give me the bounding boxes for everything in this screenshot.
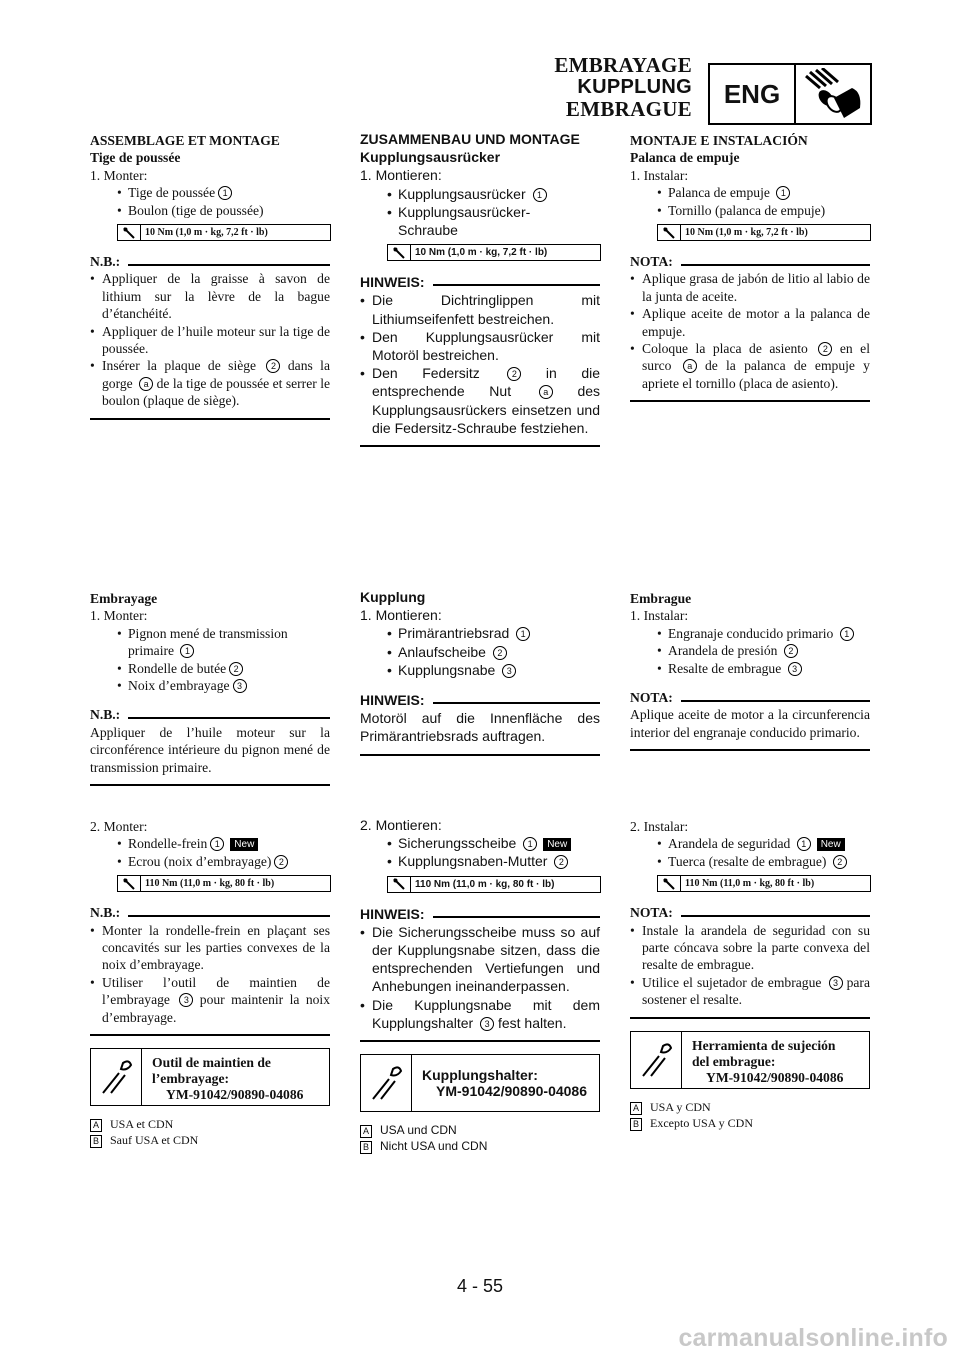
- es-bullet: • Tornillo (palanca de empuje): [630, 202, 870, 219]
- wrench-icon: [658, 225, 681, 240]
- fr-assembly-section: [90, 132, 330, 420]
- section-titles: [554, 54, 692, 120]
- fr-bullet: • Rondelle-frein 1 New: [90, 835, 330, 852]
- de-subtitle: Kupplungsausrücker: [360, 149, 501, 166]
- es-bullet: • Arandela de seguridad 1 New: [630, 835, 870, 852]
- fr-note-item: • Utiliser l’outil de maintien de l’embrayage 3 pour maintenir la noix d’embrayage.: [90, 974, 330, 1026]
- region-legend: A USA et CDN B Sauf USA et CDN: [90, 1116, 330, 1148]
- de-bullet: • Anlaufscheibe 2: [360, 643, 600, 661]
- divider: [630, 1017, 870, 1019]
- es-note-heading: NOTA:: [630, 904, 870, 921]
- es-clutch-section: [630, 590, 870, 751]
- fr-subtitle: Tige de poussée: [90, 150, 181, 166]
- de-clutch-section: [360, 588, 600, 756]
- eng-label: ENG: [710, 65, 796, 123]
- de-section-title: ZUSAMMENBAU UND MONTAGE: [360, 131, 580, 147]
- de-note-item: • Den Kupplungsausrücker mit Motoröl bestreichen.: [360, 328, 600, 364]
- es-bullet: • Arandela de presión 2: [630, 642, 870, 659]
- fr-note-heading: N.B.:: [90, 904, 330, 921]
- fr-note-heading: N.B.:: [90, 706, 330, 723]
- fr-note-item: • Appliquer de l’huile moteur sur la tige de poussée.: [90, 323, 330, 358]
- divider: [90, 784, 330, 786]
- wrench-icon: [118, 225, 141, 240]
- new-badge: New: [817, 838, 845, 851]
- divider: [90, 1034, 330, 1036]
- fr-step-1: 1. Monter:: [90, 167, 148, 183]
- fr-note-text: Appliquer de l’huile moteur sur la circonférence intérieure du pignon mené de transmission primaire.: [90, 724, 330, 775]
- fr-step2-section: [90, 818, 330, 1148]
- de-section-title: Kupplung: [360, 589, 426, 605]
- fr-bullet: • Pignon mené de transmission primaire 1: [90, 625, 330, 660]
- es-torque-spec: 110 Nm (11,0 m · kg, 80 ft · lb): [657, 875, 871, 892]
- watermark: carmanualsonline.info: [678, 1324, 948, 1352]
- fr-note-heading: N.B.:: [90, 253, 330, 270]
- title-spanish: EMBRAGUE: [565, 97, 692, 121]
- de-note-item: • Den Federsitz 2 in die entsprechende Nut a des Kupplungsausrückers einsetzen und die Federsitz-Schraube festziehen.: [360, 364, 600, 437]
- de-bullet: • Sicherungsscheibe 1 New: [360, 834, 600, 852]
- de-note-text: Motoröl auf die Innenfläche des Primärantriebsrads auftragen.: [360, 710, 600, 745]
- es-step2-section: [630, 818, 870, 1131]
- wrench-icon: [388, 245, 411, 260]
- es-step-1: 1. Instalar:: [630, 608, 689, 624]
- de-step-1: 1. Montieren:: [360, 167, 442, 184]
- region-legend: A USA und CDN B Nicht USA und CDN: [360, 1122, 600, 1154]
- es-note-item: • Utilice el sujetador de embrague 3 para sostener el resalte.: [630, 974, 870, 1009]
- es-note-item: • Aplique grasa de jabón de litio al labio de la junta de aceite.: [630, 270, 870, 305]
- divider: [630, 749, 870, 751]
- es-note-item: • Coloque la placa de asiento 2 en el surco a de la palanca de empuje y apriete el tornillo (placa de asiento).: [630, 340, 870, 392]
- de-assembly-section: ZUSAMMENBAU UND MONTAGE Kupplungsausrücker 1. Montieren: • Kupplungsausrücker 1 • Kupplungsausrücker- Schraube 10 Nm (1,0 m · kg, 7,2 ft · lb) HINWEIS: • Die Dichtringlippen mit Lithiumseifenfett bestreichen. • Den Kupplungsausrücker mit Motoröl bestreichen. • Den Federsitz 2 in die entsprechende Nut a des Kupplungsausrückers einsetzen und die Federsitz-Schraube festziehen.: [360, 130, 600, 447]
- wrench-icon: [658, 876, 681, 891]
- divider: [90, 418, 330, 420]
- eng-badge: [708, 63, 872, 125]
- tool-icon: [91, 1049, 142, 1105]
- de-step2-section: [360, 816, 600, 1154]
- es-section-title: Embrague: [630, 591, 692, 606]
- es-bullet: • Tuerca (resalte de embrague) 2: [630, 853, 870, 870]
- es-special-tool: Herramienta de sujeción del embrague: YM-91042/90890-04086: [630, 1031, 870, 1089]
- es-bullet: • Palanca de empuje 1: [630, 184, 870, 201]
- es-step-2: 2. Instalar:: [630, 819, 689, 834]
- divider: [360, 445, 600, 447]
- es-note-heading: NOTA:: [630, 253, 870, 270]
- es-subtitle: Palanca de empuje: [630, 150, 740, 166]
- divider: [630, 400, 870, 402]
- es-torque-spec: 10 Nm (1,0 m · kg, 7,2 ft · lb): [657, 224, 871, 241]
- es-note-item: • Aplique aceite de motor a la palanca de empuje.: [630, 305, 870, 340]
- title-german: KUPPLUNG: [577, 76, 692, 98]
- fr-section-title: Embrayage: [90, 591, 158, 606]
- fr-bullet: • Ecrou (noix d’embrayage) 2: [90, 853, 330, 870]
- de-note-item: • Die Kupplungsnabe mit dem Kupplungshalter 3 fest halten.: [360, 996, 600, 1032]
- de-note-item: • Die Dichtringlippen mit Lithiumseifenfett bestreichen.: [360, 291, 600, 327]
- divider: [360, 1040, 600, 1042]
- de-note-heading: HINWEIS:: [360, 691, 600, 709]
- fr-torque-spec: 110 Nm (11,0 m · kg, 80 ft · lb): [117, 875, 331, 892]
- de-bullet: • Kupplungsausrücker 1: [360, 185, 600, 203]
- es-bullet: • Resalte de embrague 3: [630, 660, 870, 677]
- fr-bullet: • Rondelle de butée 2: [90, 660, 330, 677]
- fr-note-item: • Appliquer de la graisse à savon de lithium sur la lèvre de la bague d’étanchéité.: [90, 270, 330, 322]
- fr-special-tool: Outil de maintien de l’embrayage: YM-91042/90890-04086: [90, 1048, 330, 1106]
- es-note-text: Aplique aceite de motor a la circunferencia interior del engranaje conducido primario.: [630, 707, 870, 740]
- fr-torque-spec: 10 Nm (1,0 m · kg, 7,2 ft · lb): [117, 224, 331, 241]
- wrench-icon: [118, 876, 141, 891]
- new-badge: New: [543, 838, 571, 851]
- new-badge: New: [230, 838, 258, 851]
- de-special-tool: Kupplungshalter: YM-91042/90890-04086: [360, 1054, 600, 1112]
- tool-icon: [631, 1032, 682, 1088]
- de-step-1: 1. Montieren:: [360, 607, 442, 624]
- fr-step-2: 2. Monter:: [90, 819, 148, 834]
- de-note-heading: HINWEIS:: [360, 905, 600, 923]
- fr-step-1: 1. Monter:: [90, 608, 148, 624]
- es-step-1: 1. Instalar:: [630, 167, 689, 183]
- de-torque-spec: 110 Nm (11,0 m · kg, 80 ft · lb): [387, 876, 601, 893]
- es-bullet: • Engranaje conducido primario 1: [630, 625, 870, 642]
- page-number: 4 - 55: [456, 1276, 504, 1296]
- fr-bullet: • Noix d’embrayage 3: [90, 677, 330, 694]
- de-note-item: • Die Sicherungsscheibe muss so auf der Kupplungsnabe sitzen, dass die entsprechenden Vertiefungen und Anhebungen ineinanderpassen.: [360, 923, 600, 996]
- fr-bullet: • Boulon (tige de poussée): [90, 202, 330, 219]
- fr-note-item: • Insérer la plaque de siège 2 dans la gorge a de la tige de poussée et serrer le boulon (plaque de siège).: [90, 357, 330, 409]
- de-torque-spec: 10 Nm (1,0 m · kg, 7,2 ft · lb): [387, 244, 601, 261]
- de-step-2: 2. Montieren:: [360, 817, 442, 833]
- region-legend: A USA y CDN B Excepto USA y CDN: [630, 1099, 870, 1131]
- de-note-heading: HINWEIS:: [360, 273, 600, 291]
- tool-icon: [361, 1055, 412, 1111]
- engine-spring-icon: [796, 65, 870, 123]
- es-section-title: MONTAJE E INSTALACIÓN: [630, 133, 808, 148]
- fr-note-item: • Monter la rondelle-frein en plaçant ses concavités sur les parties convexes de la noix d’embrayage.: [90, 922, 330, 974]
- es-note-heading: NOTA:: [630, 689, 870, 706]
- de-bullet: • Primärantriebsrad 1: [360, 624, 600, 642]
- es-assembly-section: [630, 132, 870, 402]
- divider: [360, 754, 600, 756]
- de-bullet: • Kupplungsausrücker-: [360, 203, 600, 221]
- title-french: EMBRAYAGE: [554, 53, 692, 77]
- fr-bullet: • Tige de poussée 1: [90, 184, 330, 201]
- wrench-icon: [388, 877, 411, 892]
- fr-section-title: ASSEMBLAGE ET MONTAGE: [90, 133, 280, 148]
- fr-clutch-section: [90, 590, 330, 786]
- de-bullet: • Kupplungsnabe 3: [360, 661, 600, 679]
- de-bullet: • Kupplungsnaben-Mutter 2: [360, 852, 600, 870]
- es-note-item: • Instale la arandela de seguridad con su parte cóncava sobre la parte convexa del resalte de embrague.: [630, 922, 870, 974]
